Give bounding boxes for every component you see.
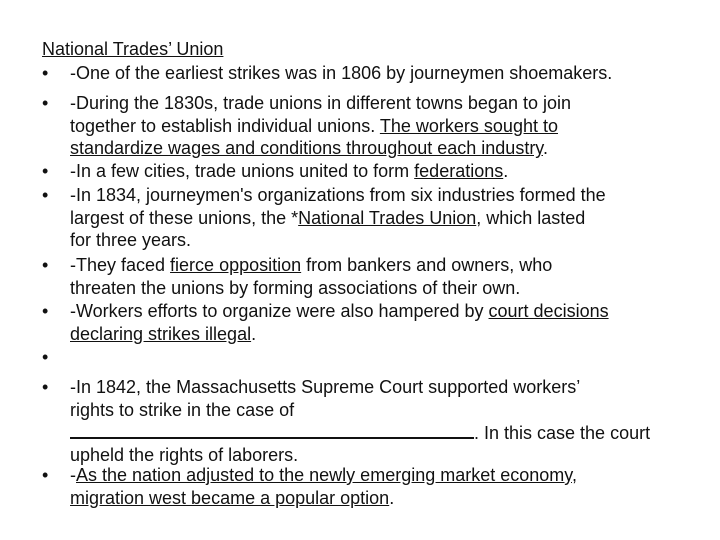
bullet-text: - [70,465,76,485]
bullet-line [70,137,548,159]
bullet-line [70,300,609,322]
bullet-line [70,229,191,251]
bullet-text: . [251,323,257,344]
underlined-term: court decisions [488,301,609,321]
bullet-text: for three years. [70,230,192,251]
bullet-line [70,92,571,114]
bullet-line [70,254,552,276]
bullet-dot: • [42,93,49,113]
bullet-line [70,421,650,444]
bullet-text: threaten the unions by forming associations of their own. [70,277,521,298]
bullet-dot: • [42,161,49,181]
bullet-text: -Workers efforts to organize were also hampered by [70,301,489,321]
bullet-line [70,62,612,84]
bullet-text: -They faced [70,255,171,275]
bullet-text: -In 1834, journeymen's organizations from six industries formed the [70,185,606,205]
bullet-text: -During the 1830s, trade unions in different towns began to join [70,93,571,113]
bullet-dot: • [42,377,49,397]
bullet-line [70,376,580,398]
bullet-line [70,444,298,466]
bullet-text: -One of the earliest strikes was in 1806 by journeymen shoemakers. [70,63,613,83]
bullet-dot: • [42,63,49,83]
bullet-text: -In a few cities, trade unions united to form [70,161,415,181]
bullet-text: . [503,161,509,181]
bullet-text: -In 1842, the Massachusetts Supreme Court supported workers’ [70,377,581,397]
slide-title: National Trades’ Union [42,39,224,59]
bullet-text: , which lasted [476,207,586,228]
bullet-text: upheld the rights of laborers. [70,444,299,465]
underlined-term: migration west became a popular option [70,487,390,508]
underlined-term: fierce opposition [170,255,302,275]
bullet-text: together to establish individual unions. [70,115,380,136]
underlined-term: National Trades Union [298,207,477,228]
bullet-line [70,487,394,509]
bullet-line [70,464,577,486]
bullet-line [70,323,256,345]
bullet-line [70,115,558,137]
bullet-dot: • [42,185,49,205]
underlined-term: declaring strikes illegal [70,323,252,344]
bullet-line [70,277,520,299]
underlined-term: The workers sought to [379,115,558,136]
bullet-dot: • [42,301,49,321]
bullet-line [70,207,585,229]
underlined-term: As the nation adjusted to the newly emerging market economy, [76,465,577,485]
bullet-dot: • [42,255,49,275]
bullet-dot: • [42,347,49,367]
bullet-text: rights to strike in the case of [70,399,295,420]
bullet-text: from bankers and owners, who [301,255,553,275]
fill-in-blank [70,421,474,439]
bullet-text: largest of these unions, the * [70,207,299,228]
bullet-line [70,399,294,421]
bullet-text: . In this case the court [474,423,651,444]
bullet-line [70,184,606,206]
bullet-dot: • [42,465,49,485]
underlined-term: standardize wages and conditions throughout each industry [70,138,543,159]
bullet-line [70,160,508,182]
bullet-text: . [542,138,548,159]
underlined-term: federations [414,161,504,181]
bullet-text: . [389,487,395,508]
